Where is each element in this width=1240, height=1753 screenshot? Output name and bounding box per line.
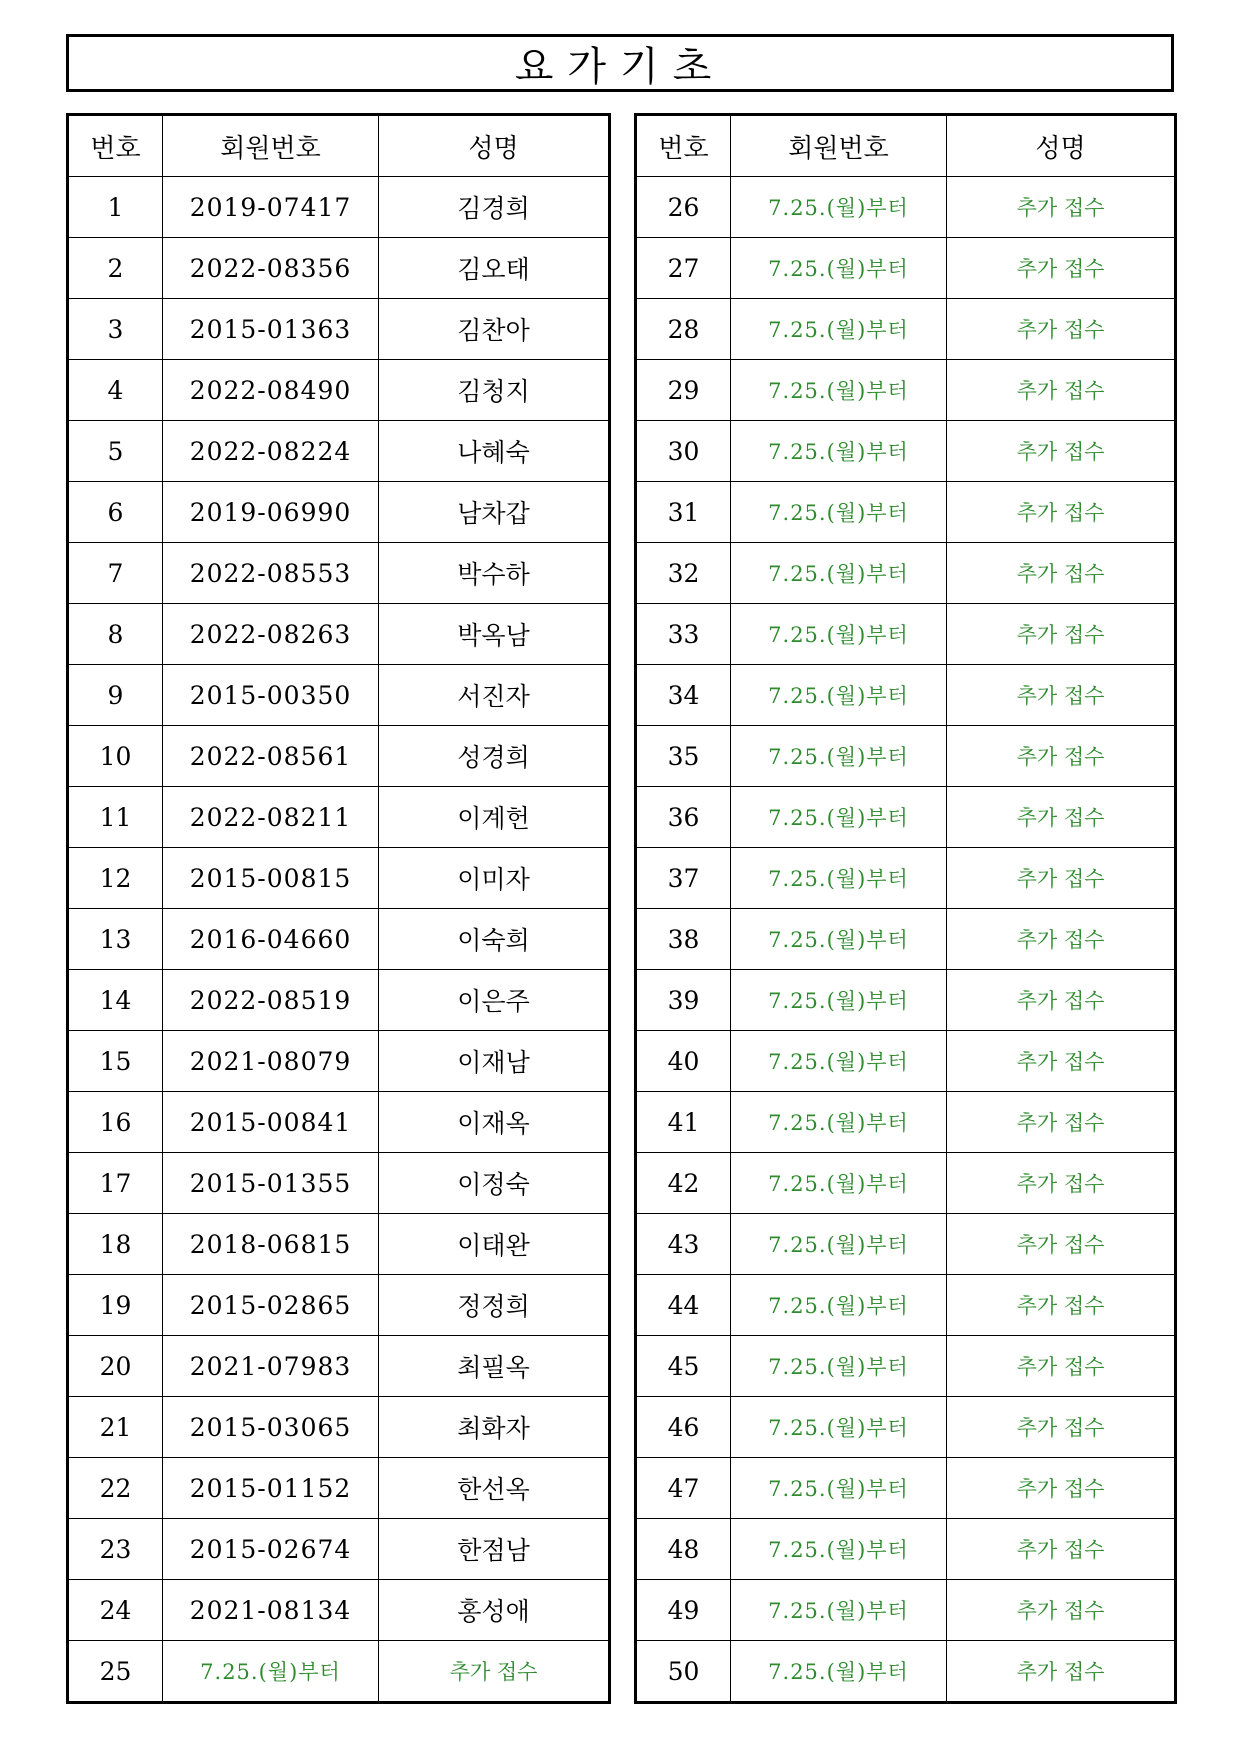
table-row: [68, 543, 610, 604]
member-name: 추가 접수: [947, 726, 1176, 787]
table-row: [68, 177, 610, 238]
member-name: 추가 접수: [947, 909, 1176, 970]
member-id: 2015-00350: [163, 665, 379, 726]
row-number: 37: [636, 848, 731, 909]
row-number: 42: [636, 1153, 731, 1214]
table-row: [68, 360, 610, 421]
member-id: 2022-08263: [163, 604, 379, 665]
table-row: [68, 299, 610, 360]
column-header-name: 성명: [379, 115, 610, 177]
row-number: 27: [636, 238, 731, 299]
table-row: [68, 1458, 610, 1519]
member-name: 이태완: [379, 1214, 610, 1275]
member-name: 추가 접수: [947, 1397, 1176, 1458]
member-id: 7.25.(월)부터: [731, 1031, 947, 1092]
member-id: 2016-04660: [163, 909, 379, 970]
row-number: 2: [68, 238, 163, 299]
member-name: 이재남: [379, 1031, 610, 1092]
member-name: 한선옥: [379, 1458, 610, 1519]
member-id: 2015-01355: [163, 1153, 379, 1214]
member-name: 추가 접수: [947, 1519, 1176, 1580]
member-id: 7.25.(월)부터: [731, 299, 947, 360]
row-number: 18: [68, 1214, 163, 1275]
member-id: 7.25.(월)부터: [731, 604, 947, 665]
member-name: 추가 접수: [947, 1153, 1176, 1214]
row-number: 50: [636, 1641, 731, 1703]
member-id: 7.25.(월)부터: [731, 421, 947, 482]
row-number: 40: [636, 1031, 731, 1092]
table-row: [68, 1397, 610, 1458]
member-name: 이계헌: [379, 787, 610, 848]
row-number: 49: [636, 1580, 731, 1641]
member-id: 2022-08561: [163, 726, 379, 787]
table-row: [636, 1336, 1176, 1397]
row-number: 20: [68, 1336, 163, 1397]
row-number: 45: [636, 1336, 731, 1397]
member-name: 추가 접수: [947, 1458, 1176, 1519]
member-name: 김오태: [379, 238, 610, 299]
row-number: 12: [68, 848, 163, 909]
table-row: [636, 1092, 1176, 1153]
row-number: 32: [636, 543, 731, 604]
row-number: 41: [636, 1092, 731, 1153]
member-table-right: [634, 113, 1177, 1704]
table-row: [636, 1519, 1176, 1580]
member-name: 추가 접수: [947, 604, 1176, 665]
member-name: 이미자: [379, 848, 610, 909]
member-id: 2015-02674: [163, 1519, 379, 1580]
row-number: 39: [636, 970, 731, 1031]
row-number: 43: [636, 1214, 731, 1275]
member-id: 7.25.(월)부터: [731, 848, 947, 909]
member-name: 최필옥: [379, 1336, 610, 1397]
row-number: 46: [636, 1397, 731, 1458]
table-row: [636, 1153, 1176, 1214]
row-number: 1: [68, 177, 163, 238]
table-row: [68, 787, 610, 848]
table-row: [68, 970, 610, 1031]
member-id: 2021-08134: [163, 1580, 379, 1641]
table-row: [636, 909, 1176, 970]
row-number: 35: [636, 726, 731, 787]
member-id: 2021-07983: [163, 1336, 379, 1397]
row-number: 13: [68, 909, 163, 970]
member-id: 2018-06815: [163, 1214, 379, 1275]
row-number: 21: [68, 1397, 163, 1458]
member-name: 서진자: [379, 665, 610, 726]
member-id: 7.25.(월)부터: [731, 909, 947, 970]
table-row: [636, 787, 1176, 848]
table-row: [68, 421, 610, 482]
row-number: 9: [68, 665, 163, 726]
member-id: 2015-00841: [163, 1092, 379, 1153]
table-row: [636, 177, 1176, 238]
row-number: 11: [68, 787, 163, 848]
table-row: [636, 1275, 1176, 1336]
table-row: [68, 1580, 610, 1641]
table-row: [636, 238, 1176, 299]
row-number: 3: [68, 299, 163, 360]
member-id: 7.25.(월)부터: [731, 1458, 947, 1519]
row-number: 47: [636, 1458, 731, 1519]
member-id: 7.25.(월)부터: [731, 543, 947, 604]
row-number: 48: [636, 1519, 731, 1580]
member-id: 7.25.(월)부터: [731, 970, 947, 1031]
member-name: 추가 접수: [947, 1580, 1176, 1641]
member-name: 박수하: [379, 543, 610, 604]
member-id: 2019-07417: [163, 177, 379, 238]
member-id: 2019-06990: [163, 482, 379, 543]
member-id: 2015-02865: [163, 1275, 379, 1336]
member-id: 7.25.(월)부터: [163, 1641, 379, 1703]
row-number: 26: [636, 177, 731, 238]
table-row: [68, 1031, 610, 1092]
member-name: 최화자: [379, 1397, 610, 1458]
table-row: [68, 238, 610, 299]
column-header-member-id: 회원번호: [163, 115, 379, 177]
row-number: 25: [68, 1641, 163, 1703]
member-id: 7.25.(월)부터: [731, 726, 947, 787]
member-name: 박옥남: [379, 604, 610, 665]
table-row: [636, 421, 1176, 482]
member-name: 추가 접수: [947, 848, 1176, 909]
member-name: 추가 접수: [947, 1641, 1176, 1703]
member-name: 이정숙: [379, 1153, 610, 1214]
table-row: [68, 1519, 610, 1580]
member-name: 김청지: [379, 360, 610, 421]
table-row: [636, 848, 1176, 909]
column-header-member-id: 회원번호: [731, 115, 947, 177]
member-id: 7.25.(월)부터: [731, 1275, 947, 1336]
table-row: [636, 604, 1176, 665]
member-name: 추가 접수: [947, 1214, 1176, 1275]
member-name: 한점남: [379, 1519, 610, 1580]
member-id: 7.25.(월)부터: [731, 482, 947, 543]
row-number: 28: [636, 299, 731, 360]
table-row: [636, 1397, 1176, 1458]
member-name: 이재옥: [379, 1092, 610, 1153]
member-id: 7.25.(월)부터: [731, 1214, 947, 1275]
member-id: 2022-08224: [163, 421, 379, 482]
row-number: 30: [636, 421, 731, 482]
member-id: 7.25.(월)부터: [731, 1092, 947, 1153]
row-number: 19: [68, 1275, 163, 1336]
member-table-left: [66, 113, 611, 1704]
table-row: [68, 1214, 610, 1275]
row-number: 8: [68, 604, 163, 665]
row-number: 34: [636, 665, 731, 726]
member-name: 이은주: [379, 970, 610, 1031]
row-number: 6: [68, 482, 163, 543]
member-name: 남차갑: [379, 482, 610, 543]
row-number: 7: [68, 543, 163, 604]
row-number: 14: [68, 970, 163, 1031]
member-id: 2022-08519: [163, 970, 379, 1031]
member-name: 추가 접수: [947, 787, 1176, 848]
table-row: [636, 726, 1176, 787]
row-number: 38: [636, 909, 731, 970]
member-name: 추가 접수: [947, 1336, 1176, 1397]
table-row: [636, 1641, 1176, 1703]
row-number: 5: [68, 421, 163, 482]
member-name: 추가 접수: [947, 360, 1176, 421]
table-row: [68, 848, 610, 909]
row-number: 4: [68, 360, 163, 421]
member-id: 2015-01152: [163, 1458, 379, 1519]
member-id: 7.25.(월)부터: [731, 1580, 947, 1641]
member-name: 추가 접수: [947, 1031, 1176, 1092]
row-number: 22: [68, 1458, 163, 1519]
member-id: 2021-08079: [163, 1031, 379, 1092]
table-row: [68, 1641, 610, 1703]
member-name: 추가 접수: [947, 238, 1176, 299]
member-name: 나혜숙: [379, 421, 610, 482]
member-name: 추가 접수: [947, 665, 1176, 726]
member-name: 추가 접수: [947, 543, 1176, 604]
member-id: 7.25.(월)부터: [731, 238, 947, 299]
column-header-number: 번호: [68, 115, 163, 177]
table-row: [636, 299, 1176, 360]
member-name: 추가 접수: [947, 421, 1176, 482]
member-name: 성경희: [379, 726, 610, 787]
table-row: [636, 1580, 1176, 1641]
member-id: 2022-08490: [163, 360, 379, 421]
member-name: 김찬아: [379, 299, 610, 360]
member-name: 홍성애: [379, 1580, 610, 1641]
member-id: 7.25.(월)부터: [731, 177, 947, 238]
column-header-number: 번호: [636, 115, 731, 177]
member-name: 추가 접수: [947, 482, 1176, 543]
table-row: [68, 726, 610, 787]
member-name: 추가 접수: [379, 1641, 610, 1703]
member-id: 2022-08356: [163, 238, 379, 299]
table-row: [68, 1275, 610, 1336]
member-id: 7.25.(월)부터: [731, 1641, 947, 1703]
row-number: 15: [68, 1031, 163, 1092]
table-row: [68, 1336, 610, 1397]
table-row: [636, 360, 1176, 421]
member-name: 추가 접수: [947, 1092, 1176, 1153]
member-name: 추가 접수: [947, 970, 1176, 1031]
table-header-row: [68, 115, 610, 177]
row-number: 10: [68, 726, 163, 787]
member-id: 7.25.(월)부터: [731, 1153, 947, 1214]
row-number: 24: [68, 1580, 163, 1641]
table-row: [636, 1214, 1176, 1275]
row-number: 44: [636, 1275, 731, 1336]
member-name: 추가 접수: [947, 1275, 1176, 1336]
member-id: 7.25.(월)부터: [731, 1397, 947, 1458]
table-row: [636, 970, 1176, 1031]
member-id: 7.25.(월)부터: [731, 1336, 947, 1397]
table-row: [636, 543, 1176, 604]
table-row: [68, 1092, 610, 1153]
table-row: [636, 482, 1176, 543]
member-name: 김경희: [379, 177, 610, 238]
member-id: 2022-08553: [163, 543, 379, 604]
column-header-name: 성명: [947, 115, 1176, 177]
row-number: 16: [68, 1092, 163, 1153]
row-number: 17: [68, 1153, 163, 1214]
member-name: 이숙희: [379, 909, 610, 970]
row-number: 23: [68, 1519, 163, 1580]
table-row: [636, 1458, 1176, 1519]
table-row: [68, 665, 610, 726]
member-id: 2015-00815: [163, 848, 379, 909]
page-title: 요가기초: [66, 34, 1174, 92]
member-id: 7.25.(월)부터: [731, 787, 947, 848]
table-header-row: [636, 115, 1176, 177]
member-name: 정정희: [379, 1275, 610, 1336]
member-id: 7.25.(월)부터: [731, 360, 947, 421]
table-row: [68, 1153, 610, 1214]
row-number: 33: [636, 604, 731, 665]
member-id: 2022-08211: [163, 787, 379, 848]
member-name: 추가 접수: [947, 299, 1176, 360]
table-row: [636, 1031, 1176, 1092]
row-number: 29: [636, 360, 731, 421]
member-name: 추가 접수: [947, 177, 1176, 238]
table-row: [68, 482, 610, 543]
row-number: 36: [636, 787, 731, 848]
member-id: 7.25.(월)부터: [731, 665, 947, 726]
member-id: 2015-03065: [163, 1397, 379, 1458]
table-row: [68, 604, 610, 665]
member-id: 2015-01363: [163, 299, 379, 360]
row-number: 31: [636, 482, 731, 543]
table-row: [636, 665, 1176, 726]
table-row: [68, 909, 610, 970]
member-id: 7.25.(월)부터: [731, 1519, 947, 1580]
